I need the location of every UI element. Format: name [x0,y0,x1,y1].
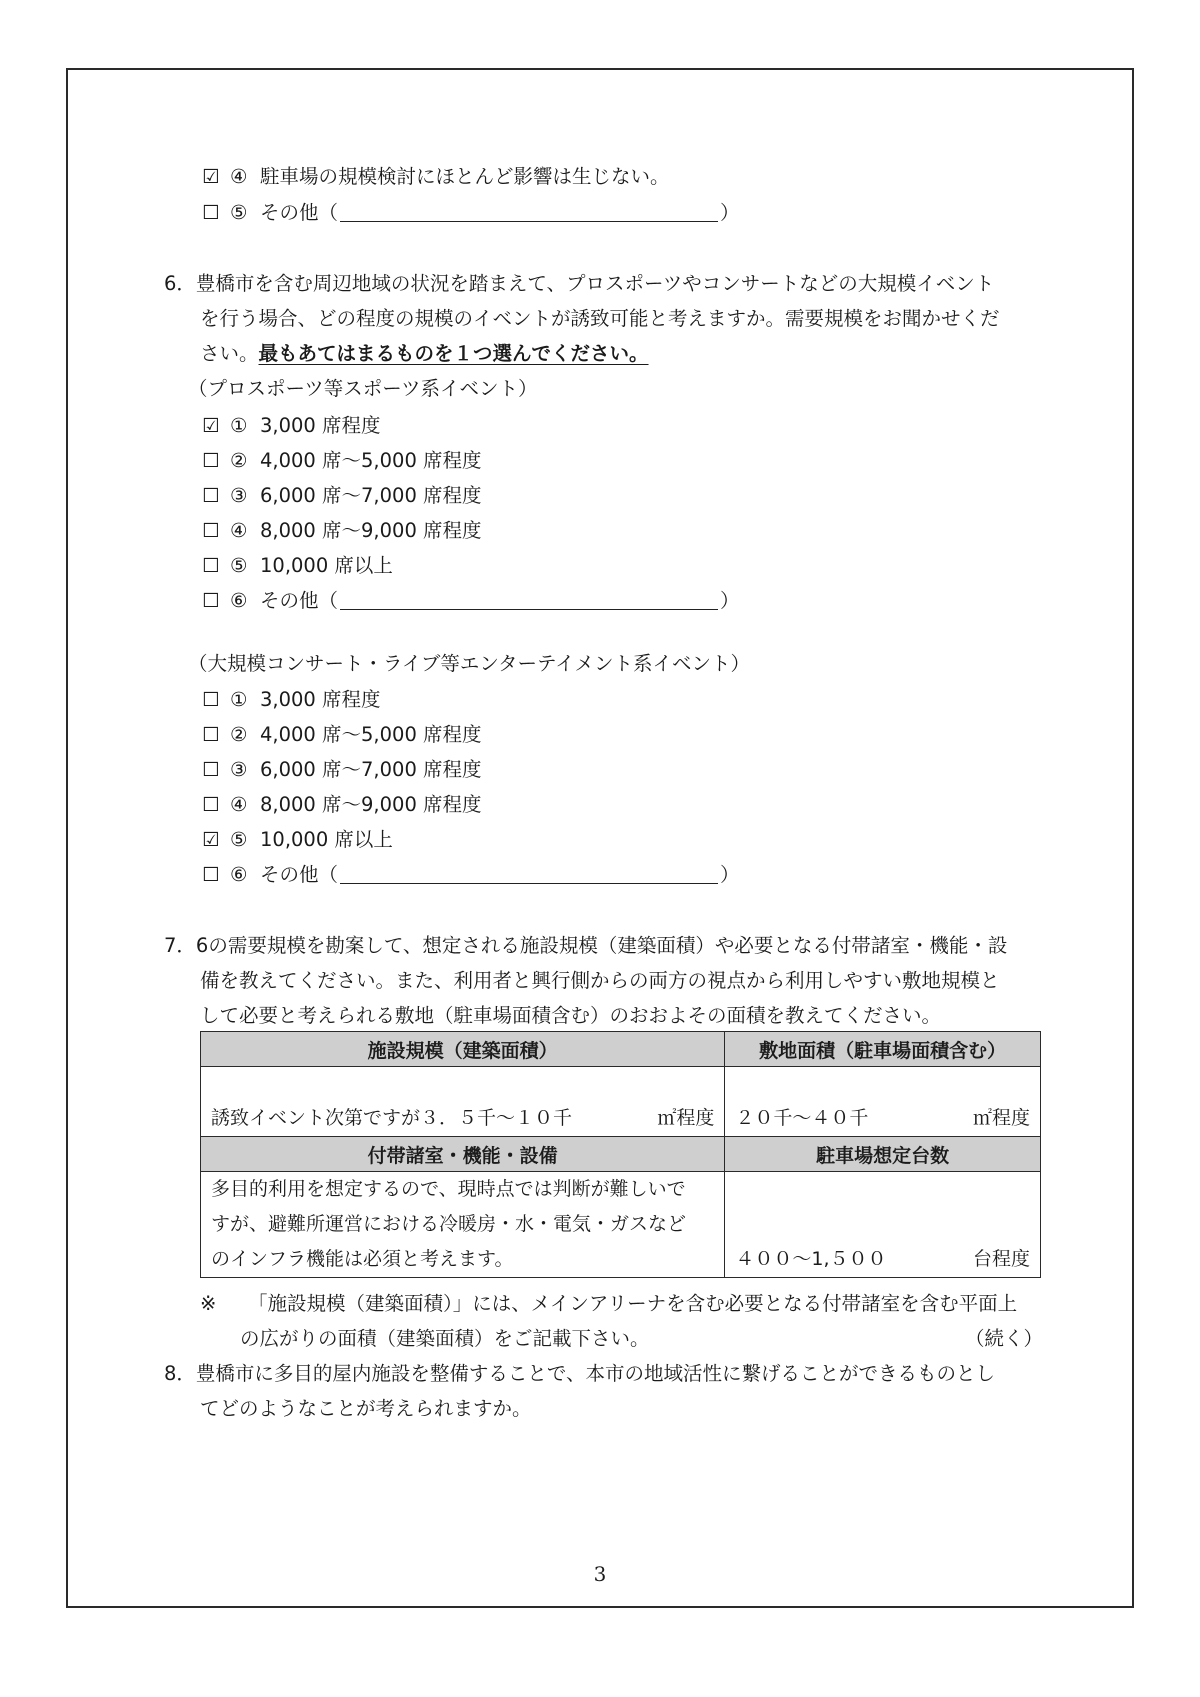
note-line-1: 「施設規模（建築面積）」には、メインアリーナを含む必要となる付帯諸室を含む平面上 [248,1292,1018,1315]
sports-option-1[interactable]: ☑ ① 3,000 席程度 [202,412,381,440]
concert-heading: （大規模コンサート・ライブ等エンターテイメント系イベント） [188,652,750,675]
header-site-area: 敷地面積（駐車場面積含む） [725,1032,1041,1067]
other-answer-field[interactable] [340,199,718,222]
checkbox-icon[interactable]: ☐ [202,519,220,542]
concert-option-2[interactable]: ☐ ② 4,000 席～5,000 席程度 [202,721,482,749]
sports-heading: （プロスポーツ等スポーツ系イベント） [188,377,538,400]
building-area-cell[interactable]: 誘致イベント次第ですが３．５千～１０千 ㎡程度 [201,1067,725,1137]
parking-cell[interactable]: ４００～1,５００ 台程度 [725,1172,1041,1278]
note-mark: ※ [200,1292,217,1315]
page-number: 3 [593,1562,607,1586]
checkbox-icon[interactable]: ☐ [202,589,220,612]
q6-question-line-2: を行う場合、どの程度の規模のイベントが誘致可能と考えますか。需要規模をお聞かせくだ [200,307,1000,330]
q7-question-line-3: して必要と考えられる敷地（駐車場面積含む）のおおよその面積を教えてください。 [200,1004,942,1027]
checkbox-checked-icon[interactable]: ☑ [202,414,220,437]
checkbox-icon[interactable]: ☐ [202,793,220,816]
other-answer-field[interactable] [340,587,718,610]
checkbox-icon[interactable]: ☐ [202,449,220,472]
q5-option-4[interactable]: ☑ ④ 駐車場の規模検討にほとんど影響は生じない。 [202,163,670,191]
concert-option-4[interactable]: ☐ ④ 8,000 席～9,000 席程度 [202,791,482,819]
q8-question-line-2: てどのようなことが考えられますか。 [200,1397,532,1420]
q6-question-line-3: さい。最もあてはまるものを１つ選んでください。 [200,342,649,365]
sports-option-5[interactable]: ☐ ⑤ 10,000 席以上 [202,552,393,580]
checkbox-icon[interactable]: ☐ [202,863,220,886]
sports-option-4[interactable]: ☐ ④ 8,000 席～9,000 席程度 [202,517,482,545]
concert-option-5[interactable]: ☑ ⑤ 10,000 席以上 [202,826,393,854]
q7-question-line-1: 7．6の需要規模を勘案して、想定される施設規模（建築面積）や必要となる付帯諸室・機能・設 [164,934,1008,957]
note-line-2: の広がりの面積（建築面積）をご記載下さい。 [240,1327,650,1350]
header-facilities: 付帯諸室・機能・設備 [201,1137,725,1172]
site-area-cell[interactable]: ２０千～４０千 ㎡程度 [725,1067,1041,1137]
concert-option-1[interactable]: ☐ ① 3,000 席程度 [202,686,381,714]
q6-question-line-1: 6．豊橋市を含む周辺地域の状況を踏まえて、プロスポーツやコンサートなどの大規模イベント [164,272,995,295]
continued-label: （続く） [965,1327,1044,1350]
concert-option-3[interactable]: ☐ ③ 6,000 席～7,000 席程度 [202,756,482,784]
checkbox-icon[interactable]: ☐ [202,758,220,781]
other-answer-field[interactable] [340,861,718,884]
checkbox-icon[interactable]: ☐ [202,484,220,507]
checkbox-icon[interactable]: ☐ [202,723,220,746]
header-parking: 駐車場想定台数 [725,1137,1041,1172]
sports-option-3[interactable]: ☐ ③ 6,000 席～7,000 席程度 [202,482,482,510]
checkbox-icon[interactable]: ☐ [202,554,220,577]
sports-option-2[interactable]: ☐ ② 4,000 席～5,000 席程度 [202,447,482,475]
facilities-cell[interactable]: 多目的利用を想定するので、現時点では判断が難しいで すが、避難所運営における冷暖房・水・電気・ガスなど のインフラ機能は必須と考えます。 [201,1172,725,1278]
concert-option-6[interactable]: ☐ ⑥ その他（ ） [202,861,740,889]
checkbox-checked-icon[interactable]: ☑ [202,828,220,851]
checkbox-checked-icon[interactable]: ☑ [202,165,220,188]
q7-question-line-2: 備を教えてください。また、利用者と興行側からの両方の視点から利用しやすい敷地規模と [200,969,1000,992]
q5-option-5[interactable]: ☐ ⑤ その他（ ） [202,199,740,227]
header-building-area: 施設規模（建築面積） [201,1032,725,1067]
checkbox-icon[interactable]: ☐ [202,688,220,711]
q8-question-line-1: 8．豊橋市に多目的屋内施設を整備することで、本市の地域活性に繋げることができるものとし [164,1362,996,1385]
checkbox-icon[interactable]: ☐ [202,201,220,224]
sports-option-6[interactable]: ☐ ⑥ その他（ ） [202,587,740,615]
facility-table [200,1031,1041,1278]
q6-instruction-emphasis: 最もあてはまるものを１つ選んでください。 [258,342,649,365]
